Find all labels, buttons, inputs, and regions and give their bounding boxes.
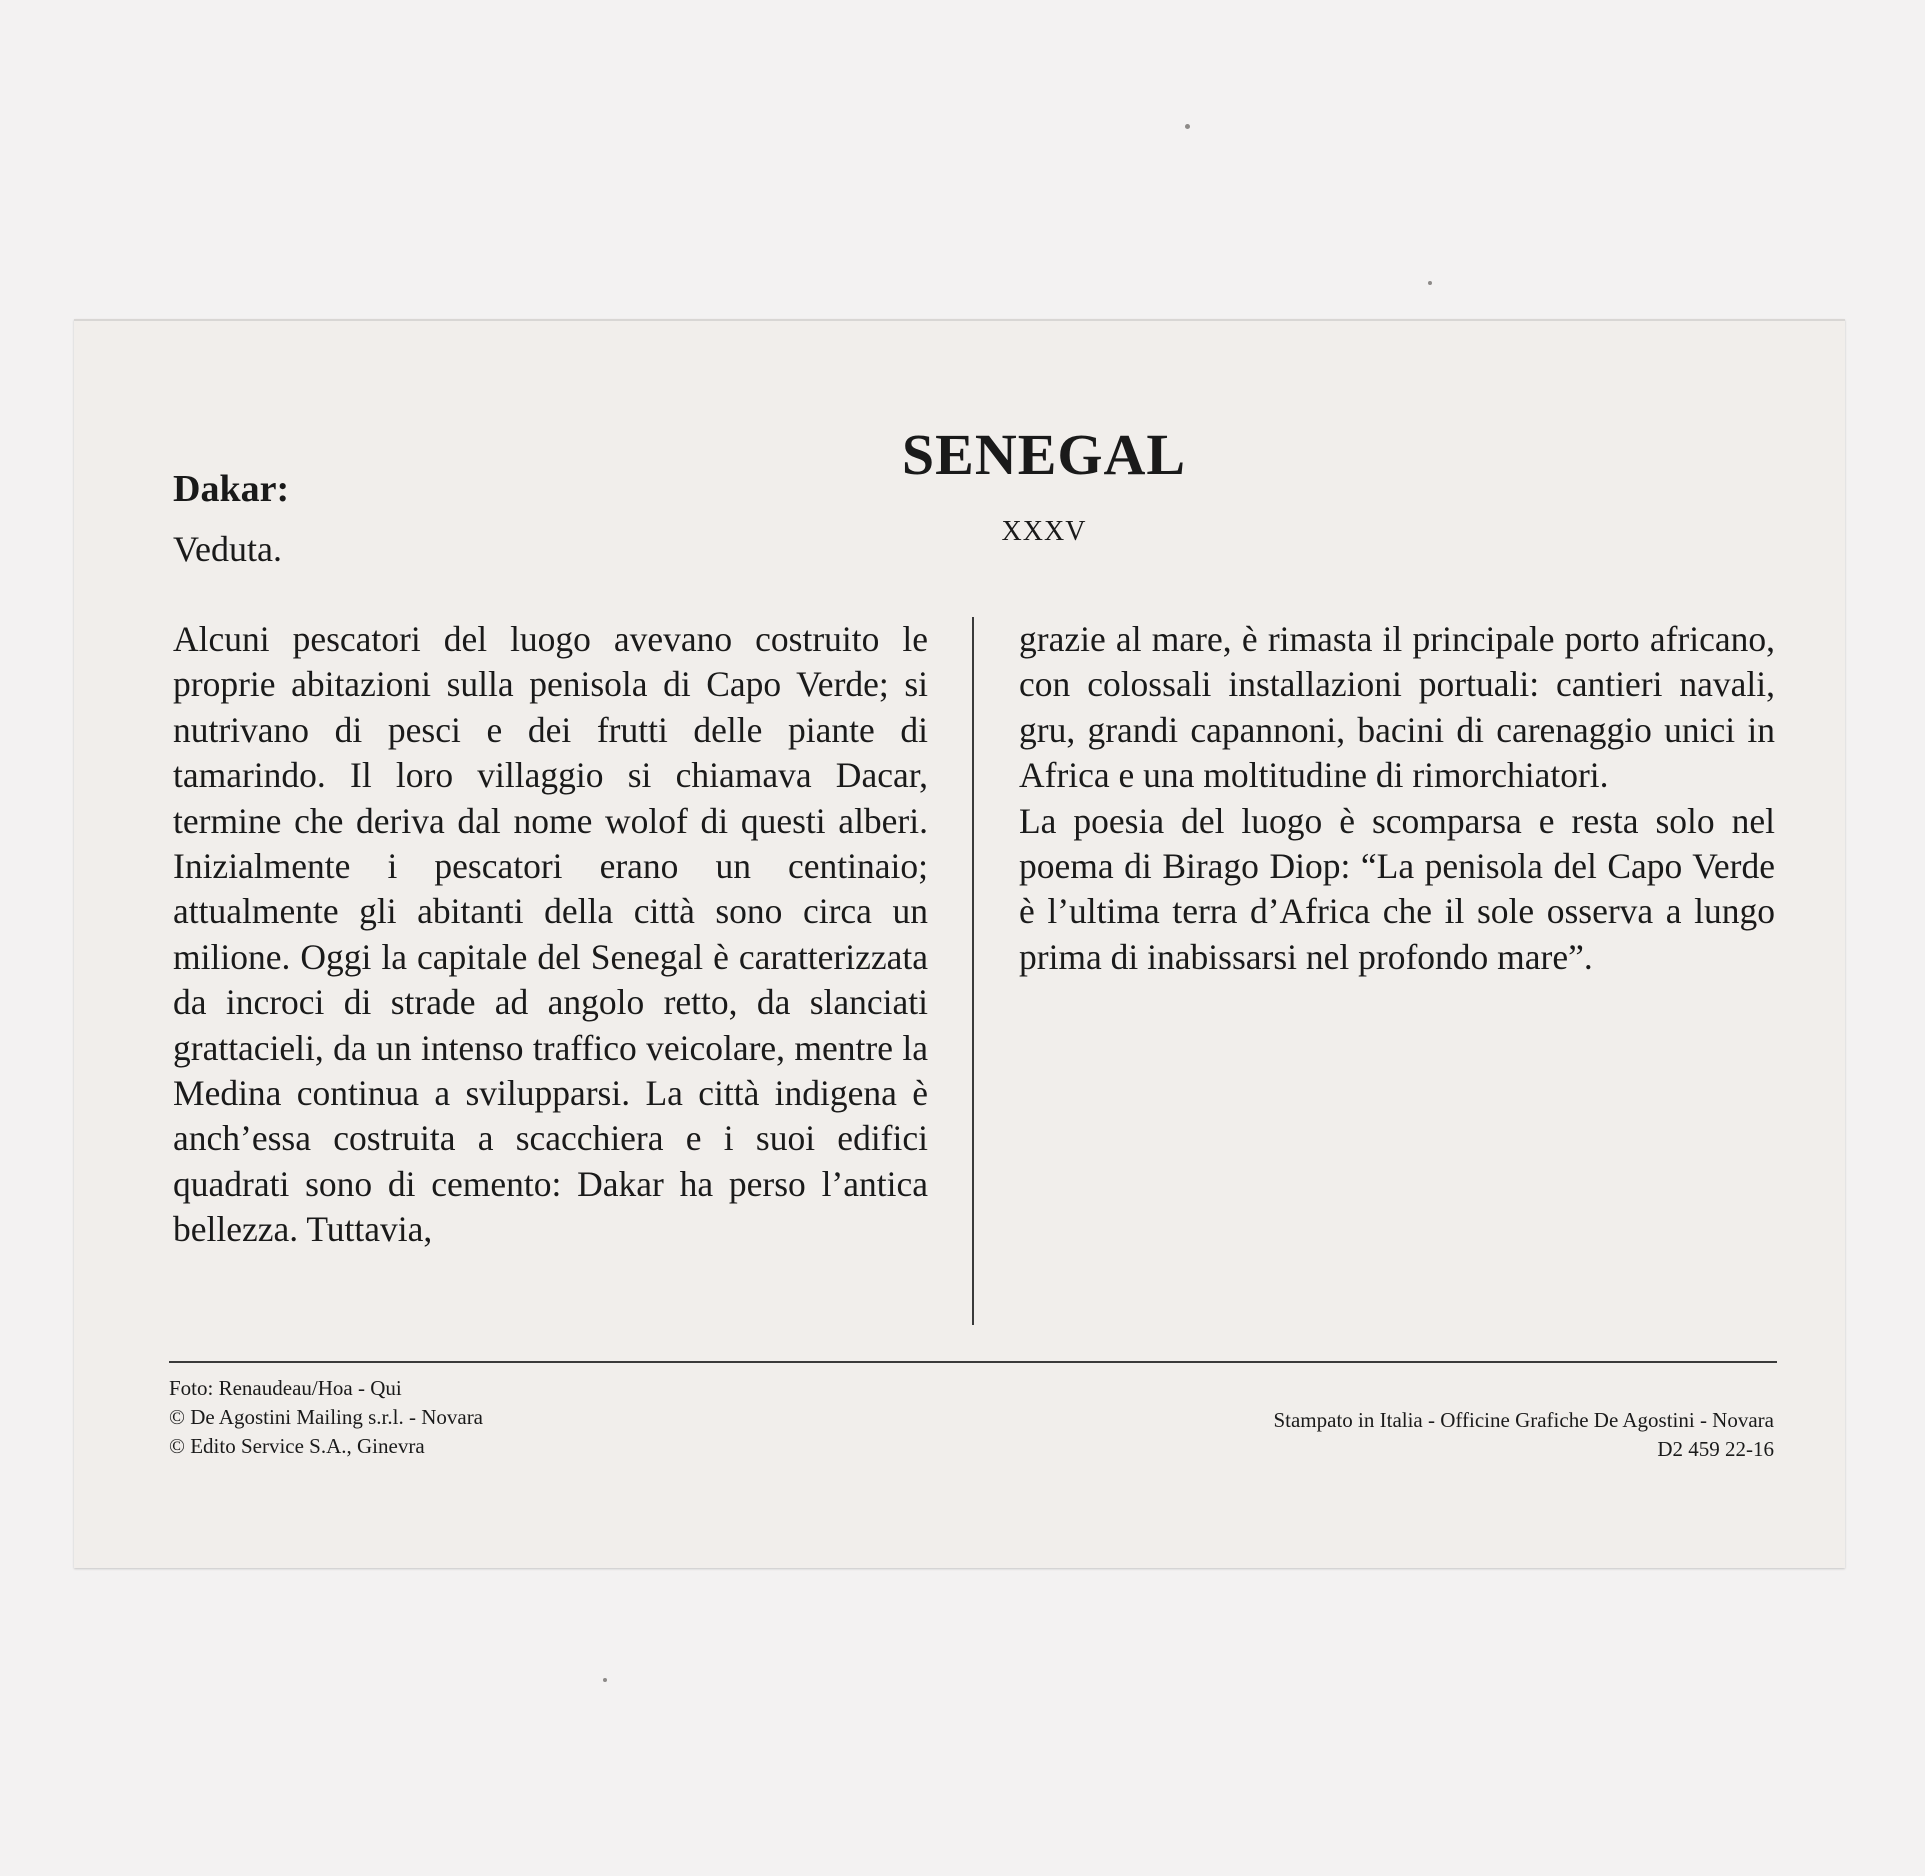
photo-credit: Foto: Renaudeau/Hoa - Qui xyxy=(169,1376,402,1400)
postcard-back xyxy=(74,319,1845,1568)
subject-caption: Veduta. xyxy=(173,529,282,569)
paper-speck xyxy=(1428,281,1432,285)
body-paragraph: La poesia del luogo è scomparsa e resta solo nel poema di Birago Diop: “La penisola del Capo Verde è l’ultima terra d’Africa che il sole osserva a lungo prima di inabissarsi nel profondo mare”. xyxy=(1019,800,1775,977)
printer-line: Stampato in Italia - Officine Grafiche De Agostini - Novara xyxy=(1273,1408,1774,1432)
copyright-line: © Edito Service S.A., Ginevra xyxy=(169,1434,425,1458)
footer-rule xyxy=(169,1361,1777,1363)
photo-credits xyxy=(169,1374,483,1461)
place-heading: Dakar: xyxy=(173,468,290,510)
printer-info xyxy=(1273,1406,1774,1464)
body-paragraph: grazie al mare, è rimasta il principale porto africano, con colossali installazioni portuali: cantieri navali, gru, grandi capannoni, bacini di carenaggio unici in Africa e una moltitudine di rimorchiatori. xyxy=(1019,619,1775,796)
column-divider xyxy=(972,617,974,1325)
body-paragraph: Alcuni pescatori del luogo avevano costruito le proprie abitazioni sulla penisola di Capo Verde; si nutrivano di pesci e dei frutti delle piante di tamarindo. Il loro villaggio si chiamava Dacar, termine che deriva dal nome wolof di questi alberi. Inizialmente i pescatori erano un centinaio; attualmente gli abitanti della città sono circa un milione. Oggi la capitale del Senegal è caratterizzata da incroci di strade ad angolo retto, da slanciati grattacieli, da un intenso traffico veicolare, mentre la Medina continua a svilupparsi. La città indigena è anch’essa costruita a scacchiera e i suoi edifici quadrati sono di cemento: Dakar ha perso l’antica bellezza. Tuttavia, xyxy=(173,619,928,1250)
paper-speck xyxy=(1185,124,1190,129)
card-number: XXXV xyxy=(1001,516,1087,547)
product-code: D2 459 22-16 xyxy=(1657,1437,1774,1461)
copyright-line: © De Agostini Mailing s.r.l. - Novara xyxy=(169,1405,484,1429)
country-title: SENEGAL xyxy=(901,422,1187,487)
paper-speck xyxy=(603,1678,607,1682)
text-column-right xyxy=(1019,617,1775,980)
text-column-left xyxy=(173,617,928,1253)
